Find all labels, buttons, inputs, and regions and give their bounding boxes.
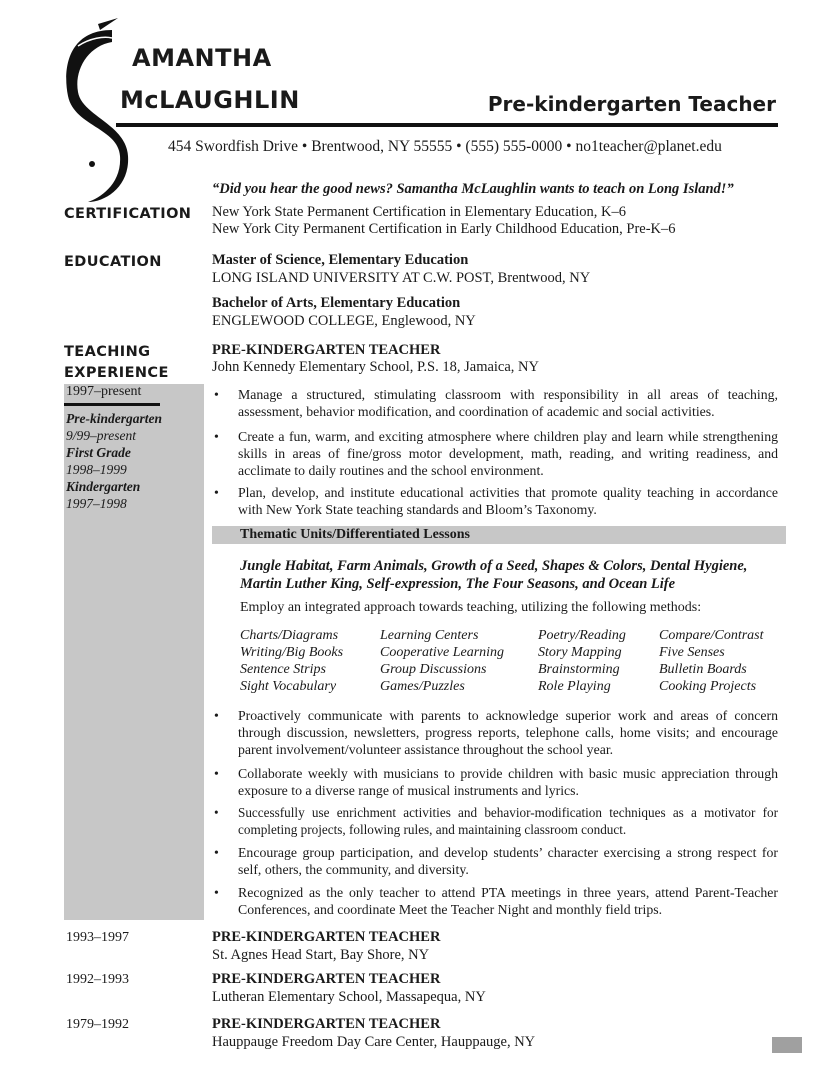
past-job-years: 1979–1992 [66,1017,129,1032]
role-name: Kindergarten [66,479,141,494]
past-job-employer: Lutheran Elementary School, Massapequa, NY [212,989,486,1005]
method-item: Sentence Strips [240,662,326,677]
section-heading-education: EDUCATION [64,254,162,270]
employer-current: John Kennedy Elementary School, P.S. 18, Jamaica, NY [212,359,540,375]
tagline-quote: “Did you hear the good news? Samantha McLaughlin wants to teach on Long Island!” [212,181,734,197]
method-item: Cooperative Learning [380,645,505,660]
degree-title: Master of Science, Elementary Education [212,252,469,268]
experience-bullet: • Encourage group participation, and develop students’ character exercising a strong respect for self, others, the community, and diversity. [214,845,778,877]
thematic-units-list: Jungle Habitat, Farm Animals, Growth of a Seed, Shapes & Colors, Dental Hygiene, Martin Luther King, Self-expression, The Four Seasons, and Ocean Life [240,558,748,592]
method-item: Role Playing [538,679,611,694]
method-item: Bulletin Boards [659,662,747,677]
experience-bullet: • Proactively communicate with parents to acknowledge superior work and areas of concern through discussion, newsletters, progress reports, telephone calls, home visits; and encourage parent involvement/volunteer assistance throughout the school year. [214,708,778,757]
contact-line: 454 Swordfish Drive • Brentwood, NY 55555 • (555) 555-0000 • no1teacher@planet.edu [168,138,722,155]
role-dates: 9/99–present [66,428,136,443]
past-job-employer: St. Agnes Head Start, Bay Shore, NY [212,947,430,963]
applicant-last-name: McLAUGHLIN [120,86,300,114]
page-corner-marker [772,1037,802,1053]
experience-bullet: • Successfully use enrichment activities and behavior-modification techniques as a motivator for completing projects, following rules, and maintaining classroom conduct. [214,805,778,837]
method-item: Compare/Contrast [659,628,764,643]
job-title: Pre-kindergarten Teacher [487,92,776,116]
method-item: Learning Centers [380,628,479,643]
role-name: First Grade [66,445,131,460]
method-item: Story Mapping [538,645,622,660]
past-job-employer: Hauppauge Freedom Day Care Center, Hauppauge, NY [212,1034,536,1050]
method-item: Games/Puzzles [380,679,465,694]
past-job-years: 1993–1997 [66,930,129,945]
header-divider [116,123,778,127]
experience-bullet: • Manage a structured, stimulating classroom with responsibility in all areas of teaching, assessment, behavior modification, and coordination of academic and social activities. [214,387,778,419]
method-item: Brainstorming [538,662,620,677]
experience-bullet: • Recognized as the only teacher to attend PTA meetings in three years, attend Parent-Teacher Conferences, and coordinate Meet the Teacher Night and monthly field trips. [214,885,778,917]
job-title-current: PRE-KINDERGARTEN TEACHER [212,342,441,358]
section-heading-experience-line2: EXPERIENCE [64,365,169,381]
method-item: Five Senses [659,645,725,660]
current-job-years: 1997–present [66,384,142,399]
thematic-units-heading: Thematic Units/Differentiated Lessons [212,526,786,544]
experience-bullet: • Collaborate weekly with musicians to provide children with basic music appreciation through exposure to a diverse range of musical instruments and lyrics. [214,766,778,798]
certification-line: New York State Permanent Certification in Elementary Education, K–6 [212,204,626,220]
method-item: Charts/Diagrams [240,628,339,643]
section-heading-experience-line1: TEACHING [64,344,151,360]
role-dates: 1998–1999 [66,462,127,477]
role-name: Pre-kindergarten [66,411,162,426]
past-job-title: PRE-KINDERGARTEN TEACHER [212,929,441,945]
role-dates: 1997–1998 [66,496,127,511]
degree-school: LONG ISLAND UNIVERSITY AT C.W. POST, Brentwood, NY [212,270,591,286]
past-job-title: PRE-KINDERGARTEN TEACHER [212,1016,441,1032]
past-job-years: 1992–1993 [66,972,129,987]
method-item: Cooking Projects [659,679,757,694]
past-job-title: PRE-KINDERGARTEN TEACHER [212,971,441,987]
methods-intro: Employ an integrated approach towards teaching, utilizing the following methods: [240,600,702,615]
method-item: Poetry/Reading [538,628,626,643]
applicant-first-name: AMANTHA [132,44,272,72]
degree-title: Bachelor of Arts, Elementary Education [212,295,461,311]
certification-line: New York City Permanent Certification in Early Childhood Education, Pre-K–6 [212,221,676,237]
method-item: Sight Vocabulary [240,679,337,694]
method-item: Group Discussions [380,662,487,677]
experience-bullet: • Create a fun, warm, and exciting atmosphere where children play and learn while strengthening skills in areas of fine/gross motor development, math, reading, and writing readiness, and acclimate to daily routines and the school environment. [214,429,778,478]
years-underline [64,403,160,406]
method-item: Writing/Big Books [240,645,344,660]
experience-sidebar [64,384,204,920]
degree-school: ENGLEWOOD COLLEGE, Englewood, NY [212,313,476,329]
section-heading-certification: CERTIFICATION [64,206,192,222]
experience-bullet: • Plan, develop, and institute educational activities that promote quality teaching in accordance with New York State teaching standards and Bloom’s Taxonomy. [214,485,778,517]
